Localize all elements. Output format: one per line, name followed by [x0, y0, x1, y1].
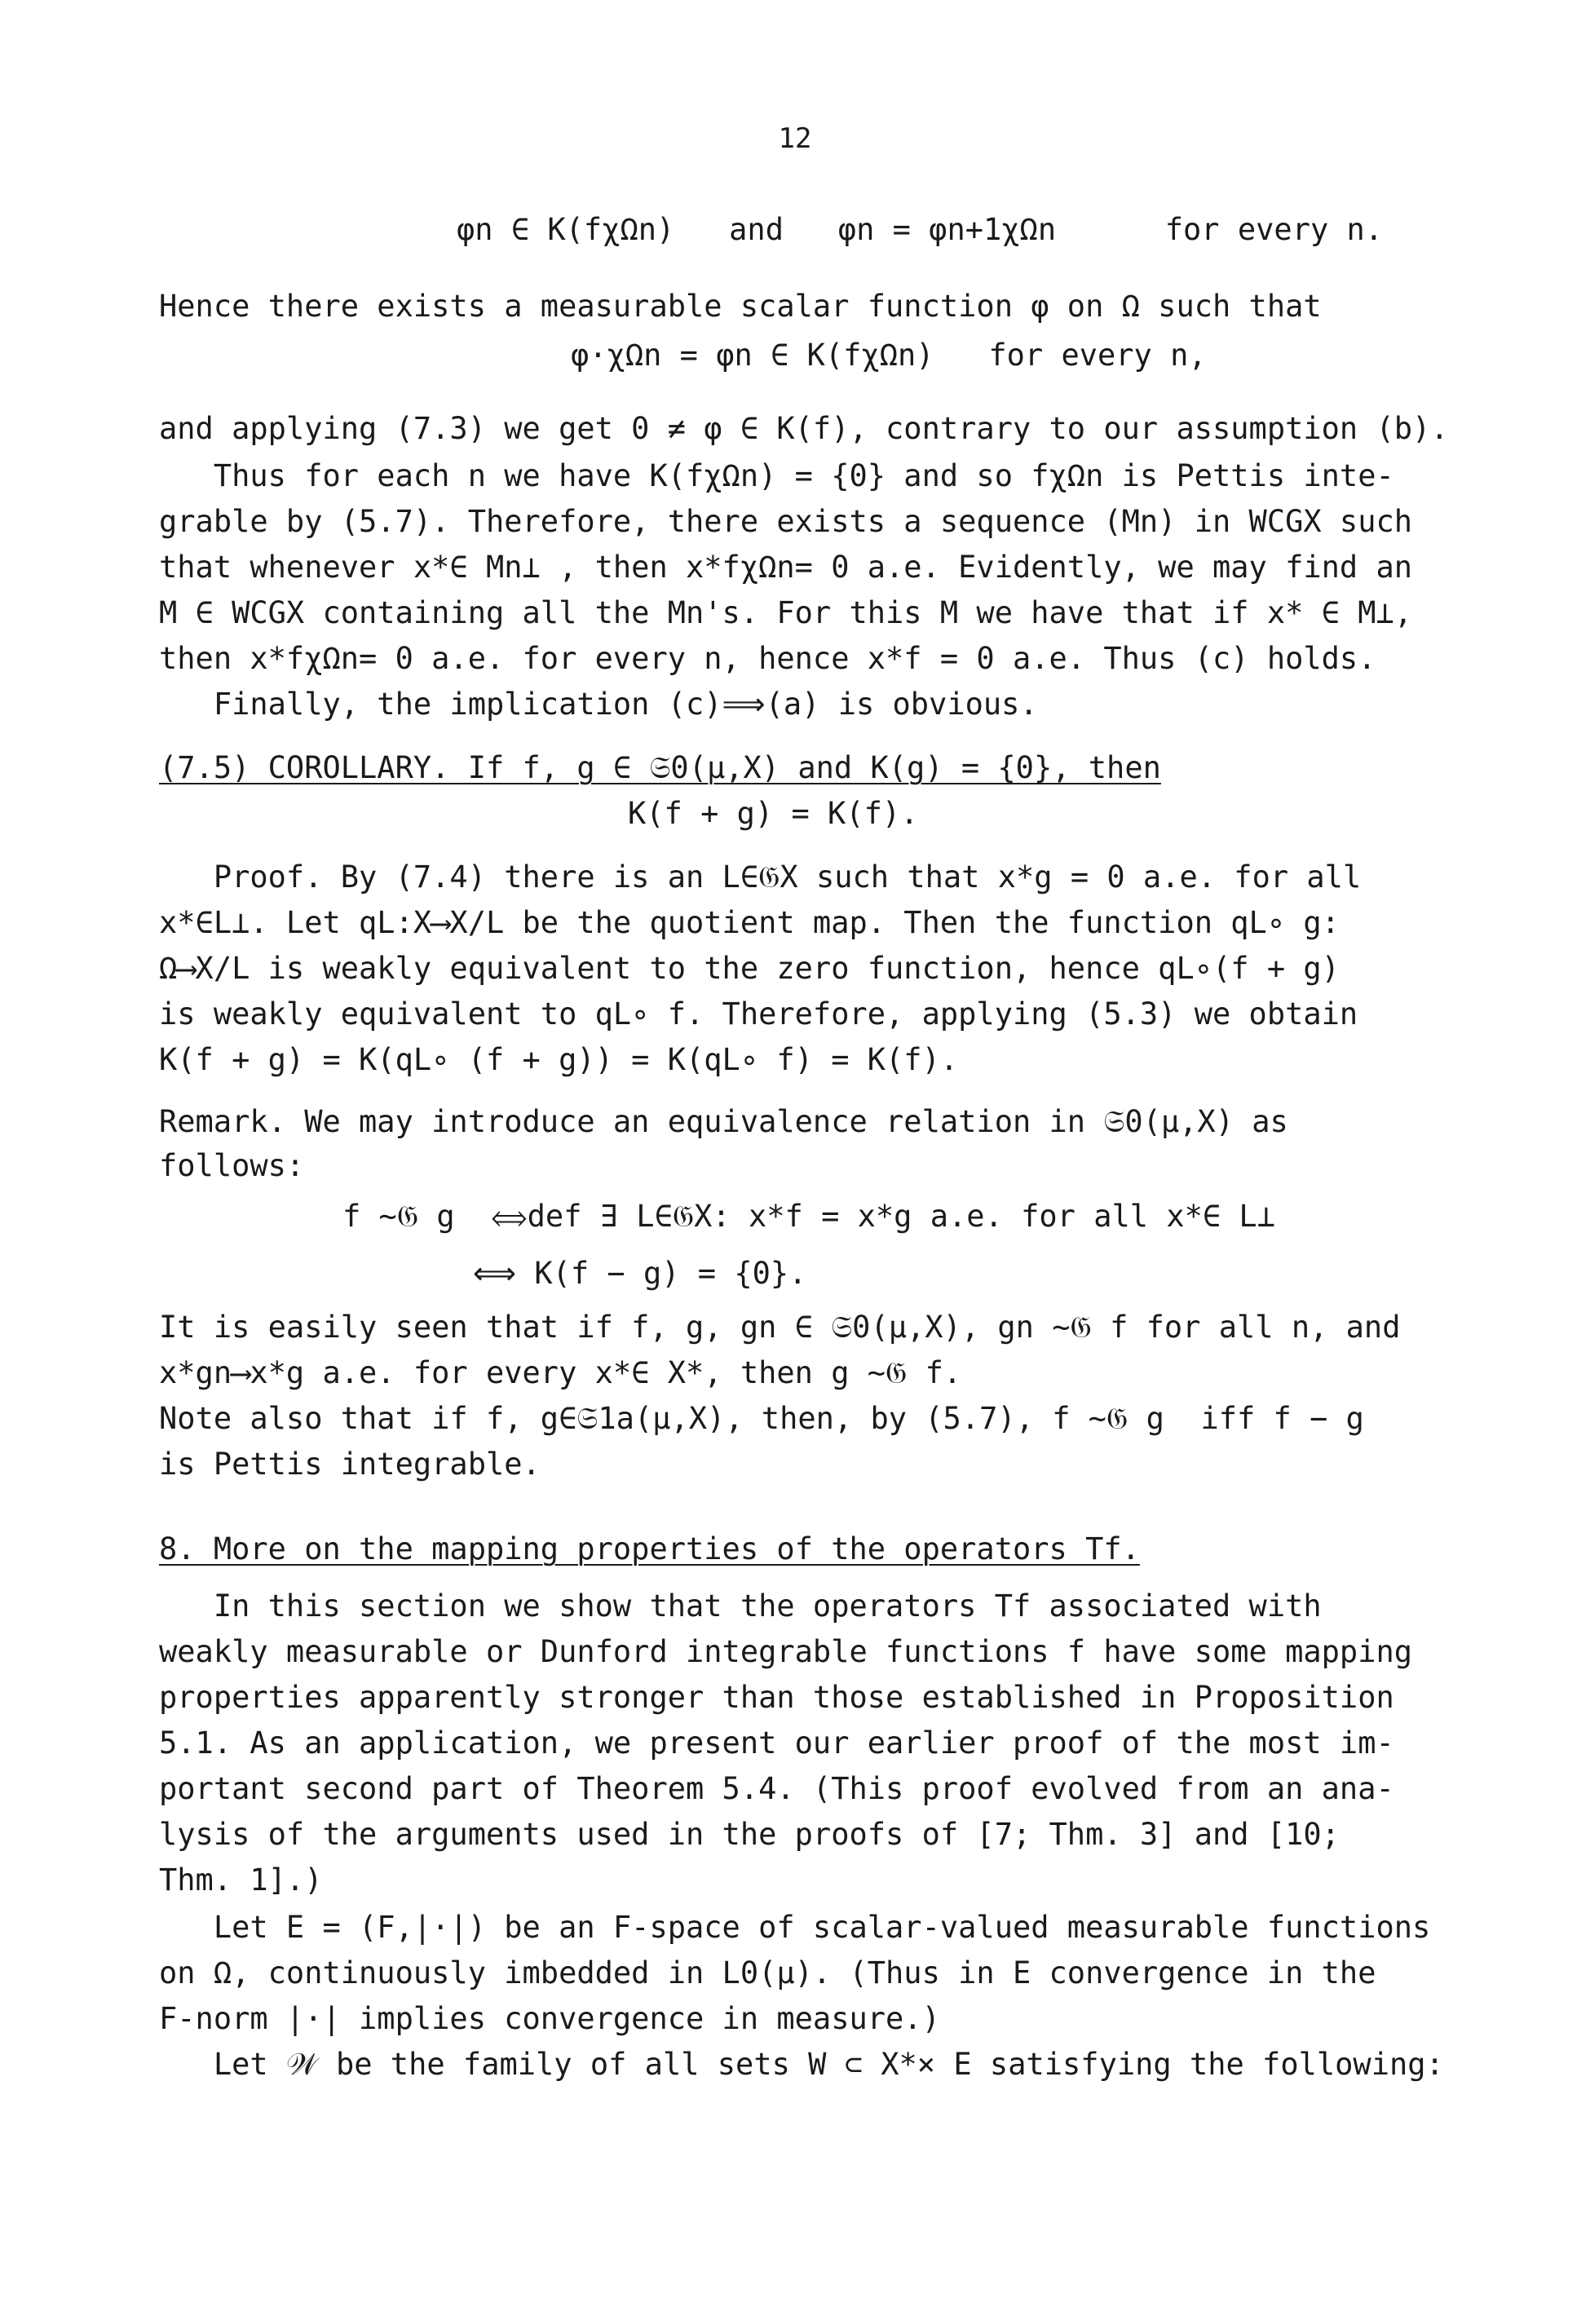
- text-line: x*gn⟶x*g a.e. for every x*∈ X*, then g ∼𝔊 f.: [159, 1355, 962, 1390]
- text-line: M ∈ WCGX containing all the Mn's. For this M we have that if x* ∈ M⊥,: [159, 595, 1413, 630]
- text-line: Finally, the implication (c)⟹(a) is obvious.: [159, 687, 1038, 722]
- text-line: In this section we show that the operators Tf associated with: [159, 1588, 1322, 1624]
- text-line: properties apparently stronger than those established in Proposition: [159, 1680, 1394, 1715]
- text-line: Thm. 1].): [159, 1862, 323, 1898]
- text-line: Hence there exists a measurable scalar function φ on Ω such that: [159, 289, 1322, 324]
- text-line: and applying (7.3) we get 0 ≠ φ ∈ K(f), contrary to our assumption (b).: [159, 411, 1449, 446]
- equation-line: ⟺ K(f − g) = {0}.: [473, 1256, 807, 1291]
- proof-line: Proof. By (7.4) there is an L∈𝔊X such that x*g = 0 a.e. for all: [159, 859, 1362, 895]
- text-line: weakly measurable or Dunford integrable functions f have some mapping: [159, 1634, 1413, 1669]
- text-line: on Ω, continuously imbedded in L0(μ). (Thus in E convergence in the: [159, 1955, 1376, 1990]
- text-line: then x*fχΩn= 0 a.e. for every n, hence x*f = 0 a.e. Thus (c) holds.: [159, 641, 1376, 676]
- text-line: φ·χΩn = φn ∈ K(fχΩn) for every n,: [571, 338, 1207, 373]
- text-line: grable by (5.7). Therefore, there exists a sequence (Mn) in WCGX such: [159, 504, 1413, 539]
- text-line: is weakly equivalent to qL∘ f. Therefore, applying (5.3) we obtain: [159, 996, 1358, 1032]
- text-line: follows:: [159, 1148, 305, 1183]
- text-line: K(f + g) = K(qL∘ (f + g)) = K(qL∘ f) = K(f).: [159, 1042, 959, 1077]
- page-number: 12: [778, 122, 812, 155]
- text-line: Let E = (F,|·|) be an F-space of scalar-valued measurable functions: [159, 1910, 1431, 1945]
- text-line: Ω⟶X/L is weakly equivalent to the zero function, hence qL∘(f + g): [159, 951, 1340, 986]
- corollary-heading: (7.5) COROLLARY. If f, g ∈ 𝔖0(μ,X) and K(g) = {0}, then: [159, 750, 1161, 785]
- text-line: lysis of the arguments used in the proofs of [7; Thm. 3] and [10;: [159, 1817, 1340, 1852]
- text-line: Thus for each n we have K(fχΩn) = {0} and so fχΩn is Pettis inte-: [159, 458, 1394, 493]
- text-line: φn ∈ K(fχΩn) and φn = φn+1χΩn for every n.: [457, 212, 1384, 247]
- text-line: Let 𝒲 be the family of all sets W ⊂ X*× E satisfying the following:: [159, 2047, 1444, 2082]
- text-line: 5.1. As an application, we present our earlier proof of the most im-: [159, 1725, 1394, 1761]
- text-line: that whenever x*∈ Mn⊥ , then x*fχΩn= 0 a.e. Evidently, we may find an: [159, 550, 1413, 585]
- section-heading: 8. More on the mapping properties of the operators Tf.: [159, 1531, 1140, 1566]
- remark-line: Remark. We may introduce an equivalence relation in 𝔖0(μ,X) as: [159, 1104, 1288, 1139]
- text-line: x*∈L⊥. Let qL:X⟶X/L be the quotient map. Then the function qL∘ g:: [159, 905, 1340, 940]
- text-line: is Pettis integrable.: [159, 1447, 541, 1482]
- text-line: It is easily seen that if f, g, gn ∈ 𝔖0(μ,X), gn ∼𝔊 f for all n, and: [159, 1310, 1401, 1345]
- text-line: F-norm |·| implies convergence in measure.): [159, 2001, 940, 2036]
- text-line: Note also that if f, g∈𝔖1a(μ,X), then, by (5.7), f ∼𝔊 g iff f − g: [159, 1401, 1364, 1436]
- text-line: K(f + g) = K(f).: [628, 796, 919, 831]
- equation-line: f ∼𝔊 g ⟺def ∃ L∈𝔊X: x*f = x*g a.e. for all x*∈ L⊥: [342, 1199, 1275, 1234]
- text-line: portant second part of Theorem 5.4. (This proof evolved from an ana-: [159, 1771, 1394, 1806]
